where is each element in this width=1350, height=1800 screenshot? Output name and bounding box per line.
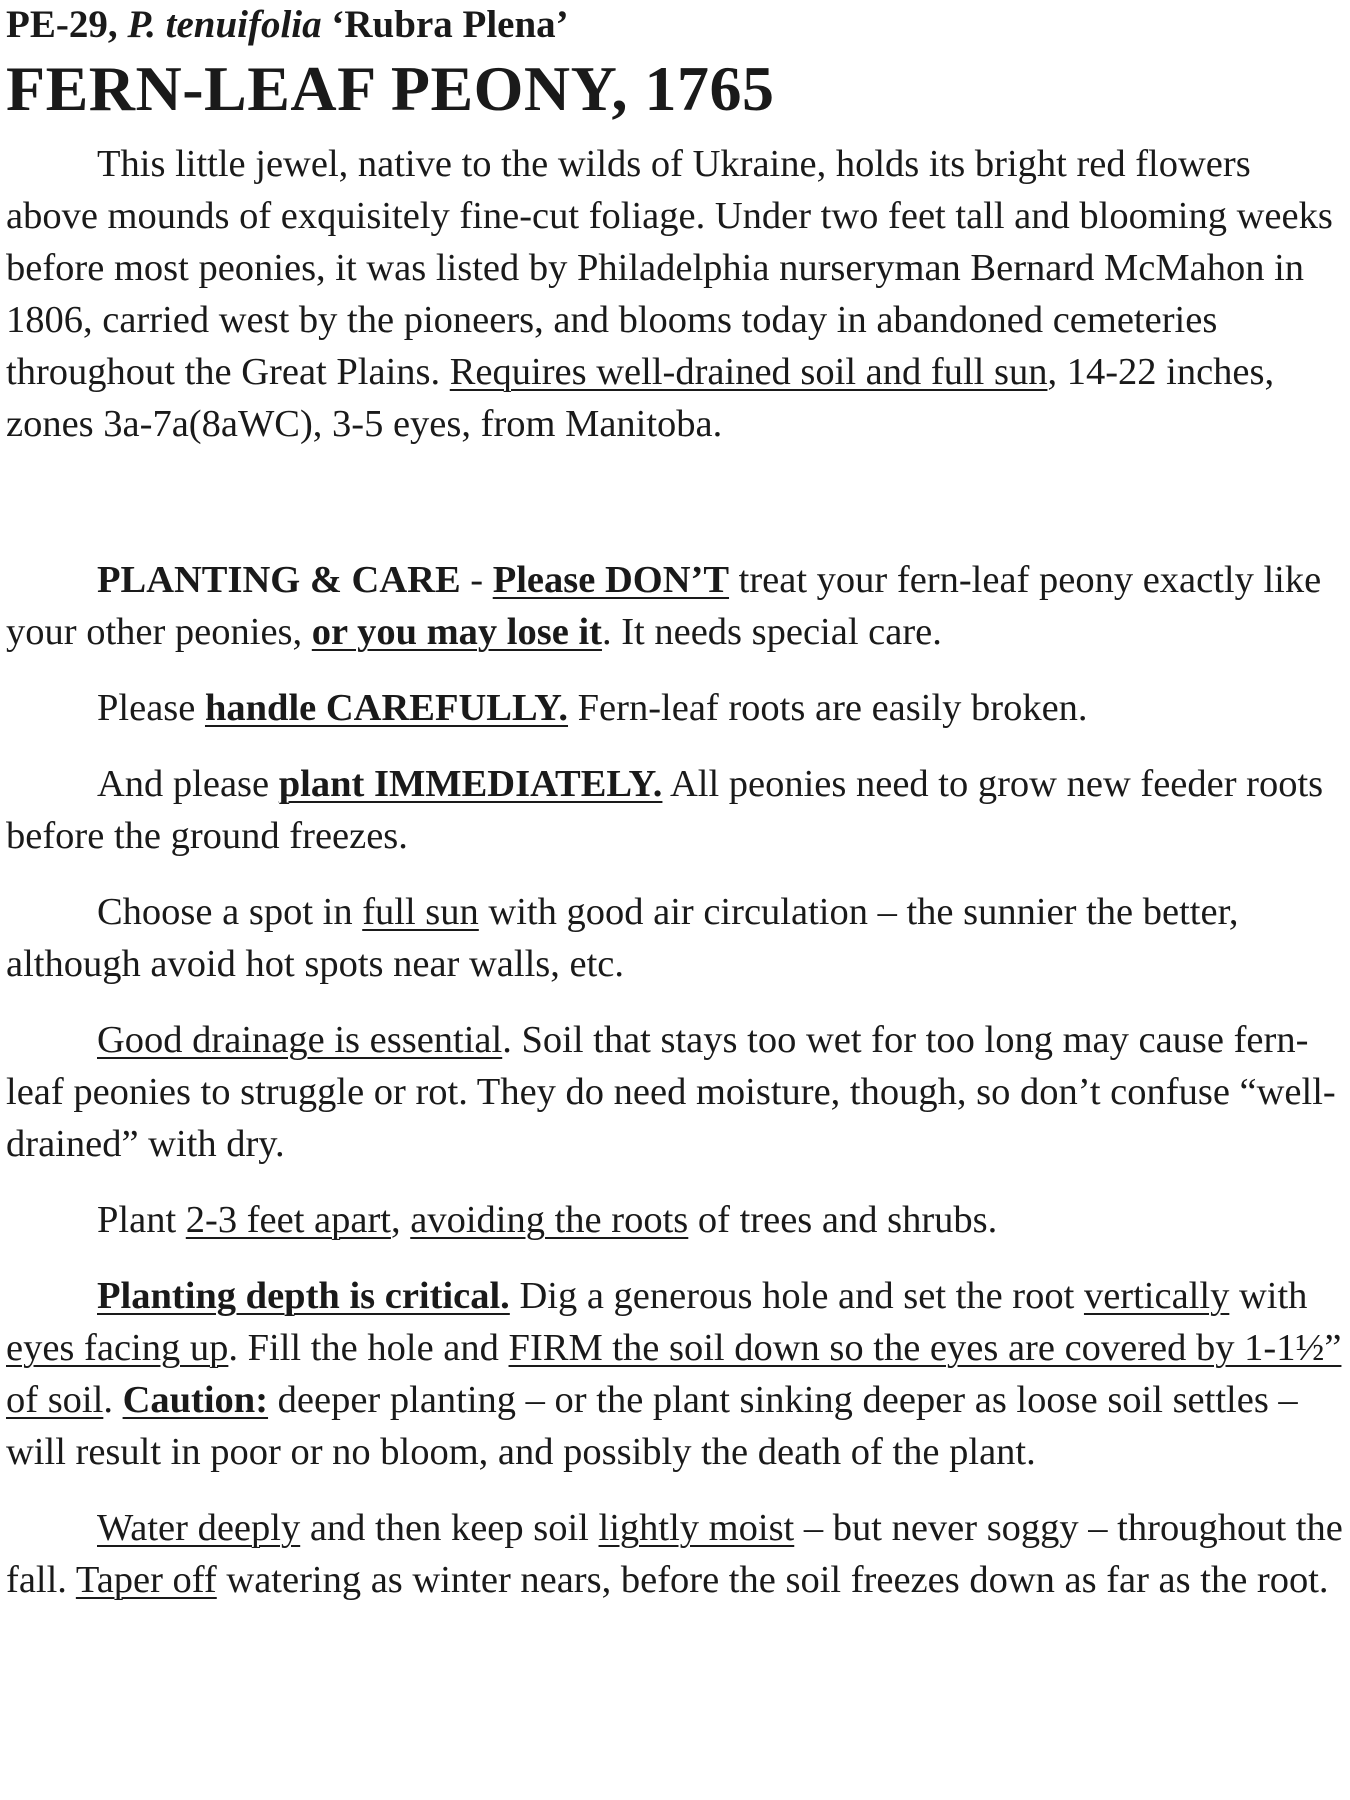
- page-title: FERN-LEAF PEONY, 1765: [6, 53, 775, 124]
- care-text: . Soil that stays too wet for too long may cause fern-leaf peonies to struggle or rot. They do need moisture, though, so don’t confuse “well-drained” with dry.: [6, 1019, 1336, 1165]
- emphasis-text: handle CAREFULLY.: [204, 687, 569, 729]
- emphasis-text: plant IMMEDIATELY.: [278, 763, 663, 805]
- care-text: Plant: [97, 1199, 186, 1241]
- care-text: Dig a generous hole and set the root: [509, 1275, 1084, 1317]
- care-text: All peonies need to grow new feeder roots before the ground freezes.: [6, 763, 1324, 857]
- care-text: . It needs special care.: [601, 611, 942, 653]
- care-paragraph-6: [6, 1194, 1346, 1246]
- care-text: treat your fern-leaf peony exactly like your other peonies,: [6, 559, 1322, 653]
- emphasis-text: FIRM the soil down so the eyes are covered by 1-1½” of soil: [6, 1327, 1342, 1421]
- emphasis-text: eyes facing up: [6, 1327, 229, 1369]
- product-code: PE-29,: [6, 3, 118, 46]
- care-paragraph-7: [6, 1270, 1346, 1478]
- care-text: watering as winter nears, before the soil freezes down as far as the root.: [216, 1559, 1329, 1601]
- care-text: Fern-leaf roots are easily broken.: [568, 687, 1088, 729]
- care-text: Choose a spot in: [97, 891, 363, 933]
- emphasis-text: full sun: [362, 891, 479, 933]
- care-text: ,: [391, 1199, 411, 1241]
- emphasis-text: Good drainage is essential: [97, 1019, 503, 1061]
- emphasis-text: lightly moist: [598, 1507, 795, 1549]
- care-heading: PLANTING & CARE: [97, 559, 461, 601]
- care-text: and then keep soil: [300, 1507, 599, 1549]
- warning-text: or you may lose it: [311, 611, 602, 653]
- care-text: with: [1229, 1275, 1308, 1317]
- care-text: And please: [97, 763, 279, 805]
- emphasis-text: Water deeply: [97, 1507, 301, 1549]
- emphasis-text: Taper off: [75, 1559, 217, 1601]
- cultivar-name: ‘Rubra Plena’: [331, 3, 569, 46]
- intro-paragraph: [6, 138, 1346, 450]
- care-text: of trees and shrubs.: [688, 1199, 998, 1241]
- species-name: P. tenuifolia: [127, 3, 322, 46]
- details-text: , 14-22 inches, zones 3a-7a(8aWC), 3-5 eyes, from Manitoba.: [6, 351, 1275, 445]
- intro-text: This little jewel, native to the wilds of Ukraine, holds its bright red flowers above mounds of exquisitely fine-cut foliage. Under two feet tall and blooming weeks before most peonies, it was listed by Philadelphia nurseryman Bernard McMahon in 1806, carried west by the pioneers, and blooms today in abandoned cemeteries throughout the Great Plains.: [6, 143, 1333, 393]
- care-paragraph-3: [6, 758, 1346, 862]
- care-text: . Fill the hole and: [228, 1327, 509, 1369]
- care-paragraph-2: [6, 682, 1346, 734]
- emphasis-text: 2-3 feet apart: [185, 1199, 391, 1241]
- care-paragraph-4: [6, 886, 1346, 990]
- care-text: – but never soggy – throughout the fall.: [6, 1507, 1343, 1601]
- care-paragraph-5: [6, 1014, 1346, 1170]
- warning-text: Please DON’T: [492, 559, 730, 601]
- emphasis-text: Planting depth is critical.: [97, 1275, 510, 1317]
- emphasis-text: vertically: [1083, 1275, 1230, 1317]
- care-paragraph-8: [6, 1502, 1346, 1606]
- care-text: deeper planting – or the plant sinking deeper as loose soil settles – will result in poor or no bloom, and possibly the death of the plant.: [6, 1379, 1298, 1473]
- care-text: Please: [97, 687, 205, 729]
- care-text: with good air circulation – the sunnier the better, although avoid hot spots near walls, etc.: [6, 891, 1239, 985]
- emphasis-text: avoiding the roots: [410, 1199, 689, 1241]
- caution-label: Caution:: [122, 1379, 269, 1421]
- product-code-line: [6, 0, 1350, 48]
- care-paragraph-1: [6, 554, 1346, 658]
- requirement-text: Requires well-drained soil and full sun: [449, 351, 1048, 393]
- heading-dash: -: [460, 559, 493, 601]
- care-text: .: [103, 1379, 123, 1421]
